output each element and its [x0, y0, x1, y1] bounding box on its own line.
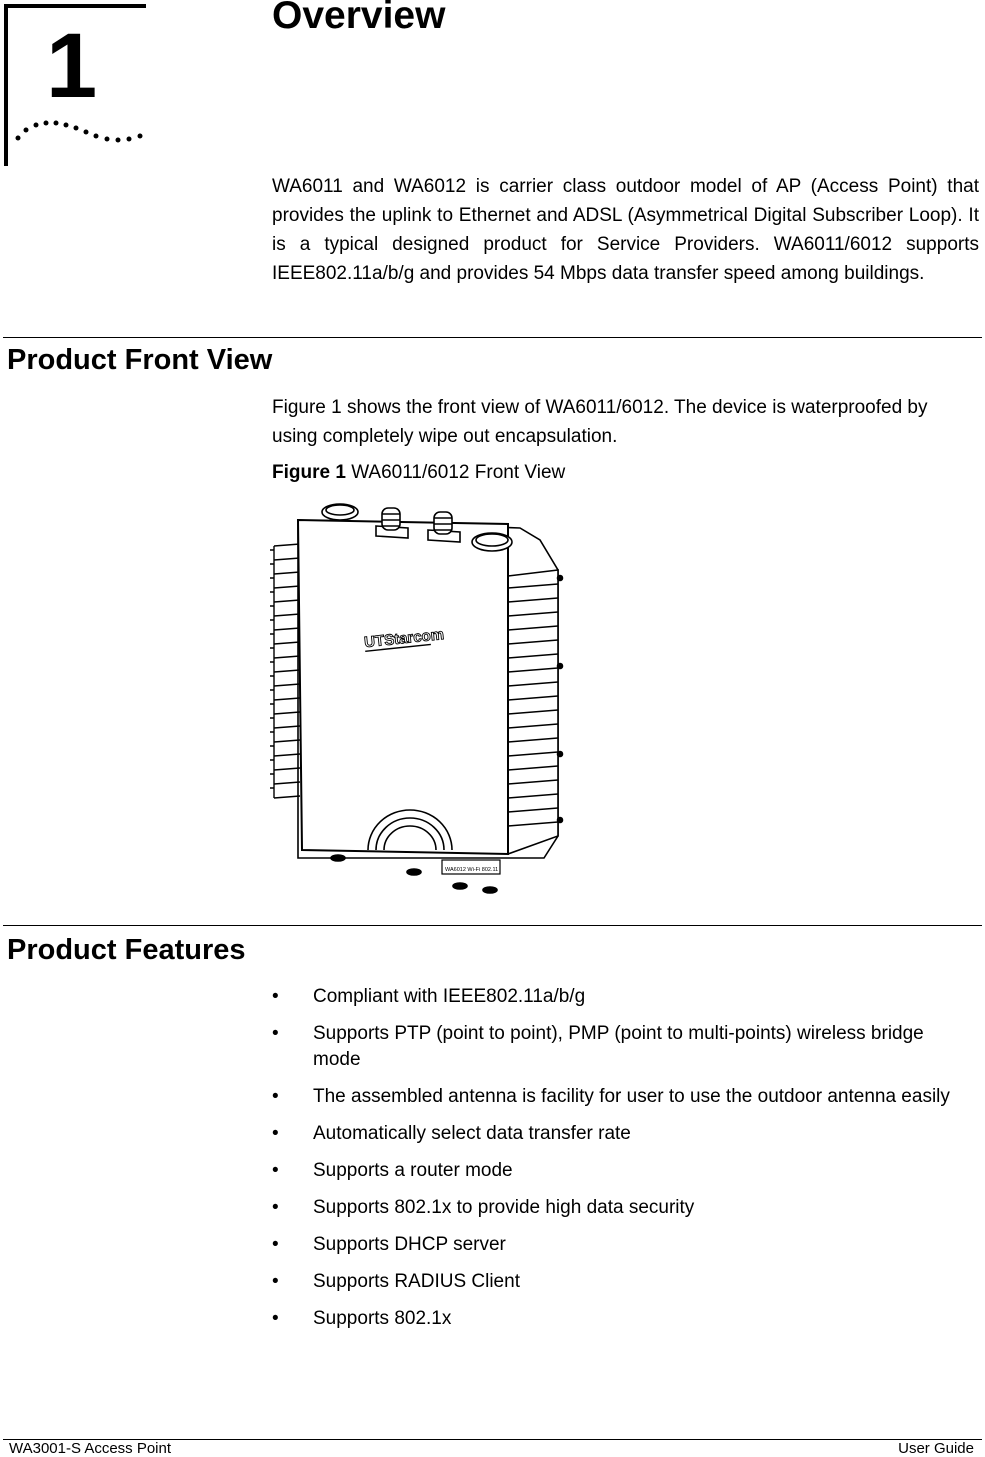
features-heading: Product Features	[7, 934, 246, 966]
bullet-icon: •	[272, 1197, 279, 1218]
footer-guide-label: User Guide	[898, 1440, 974, 1457]
feature-text: Supports 802.1x to provide high data security	[313, 1197, 695, 1218]
footer-document-title: WA3001-S Access Point	[9, 1440, 172, 1457]
chapter-top-rule	[4, 4, 146, 8]
feature-text: Automatically select data transfer rate	[313, 1123, 631, 1144]
bullet-icon: •	[272, 1123, 279, 1144]
feature-text: Supports PTP (point to point), PMP (point to multi-points) wireless bridge mode	[313, 1023, 924, 1070]
device-front-view-image	[268, 498, 566, 896]
feature-text: Supports RADIUS Client	[313, 1271, 520, 1292]
feature-text: Supports a router mode	[313, 1160, 513, 1181]
figure-label: Figure 1	[272, 462, 346, 483]
list-item	[272, 1232, 972, 1258]
bullet-icon: •	[272, 1160, 279, 1181]
bullet-icon: •	[272, 1234, 279, 1255]
list-item	[272, 1195, 972, 1221]
list-item	[272, 1021, 972, 1073]
chapter-title: Overview	[272, 0, 446, 37]
front-view-heading: Product Front View	[7, 344, 273, 376]
list-item	[272, 1158, 972, 1184]
chapter-dots-ornament	[14, 116, 154, 152]
list-item	[272, 1269, 972, 1295]
list-item	[272, 984, 972, 1010]
device-model-plate: WA6012 Wi-Fi 802.11	[445, 867, 499, 873]
list-item	[272, 1306, 972, 1332]
feature-text: Compliant with IEEE802.11a/b/g	[313, 986, 586, 1007]
section-divider	[3, 337, 982, 338]
chapter-marker	[4, 4, 144, 164]
bullet-icon: •	[272, 1308, 279, 1329]
chapter-number: 1	[46, 15, 98, 117]
figure-caption	[272, 462, 565, 484]
chapter-left-rule	[4, 4, 8, 166]
feature-text: Supports 802.1x	[313, 1308, 452, 1329]
bullet-icon: •	[272, 1271, 279, 1292]
overview-paragraph: WA6011 and WA6012 is carrier class outdoor model of AP (Access Point) that provides the uplink to Ethernet and ADSL (Asymmetrical Digital Subscriber Loop). It is a typical designed product for Service Providers. WA6011/6012 supports IEEE802.11a/b/g and provides 54 Mbps data transfer speed among buildings.	[272, 176, 979, 284]
features-list	[272, 984, 972, 1343]
feature-text: The assembled antenna is facility for user to use the outdoor antenna easily	[313, 1086, 950, 1107]
section-divider	[3, 925, 982, 926]
bullet-icon: •	[272, 1023, 279, 1044]
device-brand-logo: UTStarcom	[363, 626, 445, 652]
feature-text: Supports DHCP server	[313, 1234, 506, 1255]
bullet-icon: •	[272, 1086, 279, 1107]
list-item	[272, 1121, 972, 1147]
bullet-icon: •	[272, 986, 279, 1007]
figure-caption-text: WA6011/6012 Front View	[351, 462, 566, 483]
front-view-paragraph: Figure 1 shows the front view of WA6011/6012. The device is waterproofed by using completely wipe out encapsulation.	[272, 397, 928, 447]
list-item	[272, 1084, 972, 1110]
